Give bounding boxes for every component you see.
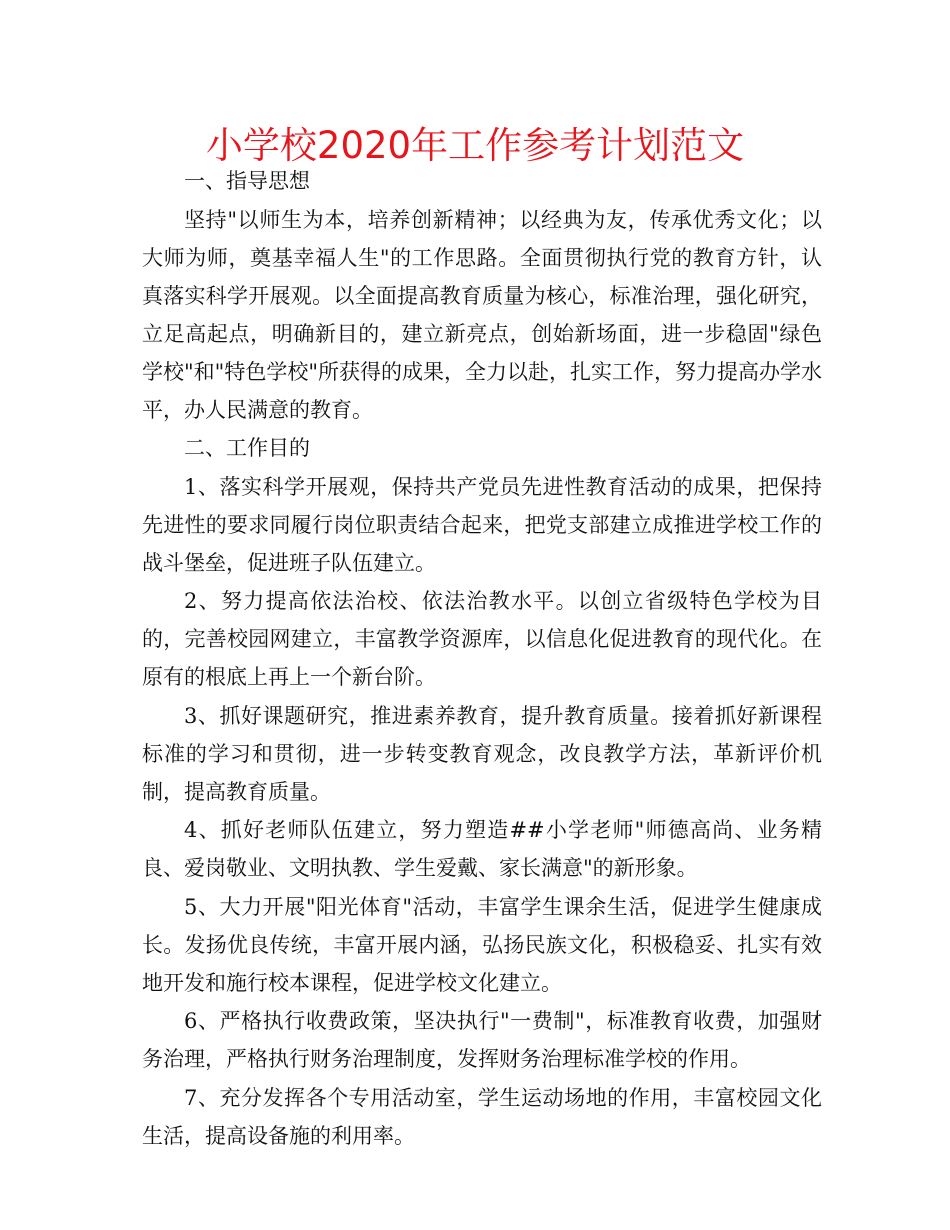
paragraph-guiding-thought: 坚持"以师生为本，培养创新精神；以经典为友，传承优秀文化；以大师为师，奠基幸福人生"的工作思路。全面贯彻执行党的教育方针，认真落实科学开展观。以全面提高教育质量为核心，标准治理，强化研究，立足高起点，明确新目的，建立新亮点，创始新场面，进一步稳固"绿色学校"和"特色学校"所获得的成果，全力以赴，扎实工作，努力提高办学水平，办人民满意的教育。 (142, 207, 822, 422)
paragraph-goal-2: 2、努力提高依法治校、依法治教水平。以创立省级特色学校为目的，完善校园网建立，丰富教学资源库，以信息化促进教育的现代化。在原有的根底上再上一个新台阶。 (142, 589, 822, 689)
paragraph-goal-3: 3、抓好课题研究，推进素养教育，提升教育质量。接着抓好新课程标准的学习和贯彻，进一步转变教育观念，改良教学方法，革新评价机制，提高教育质量。 (142, 703, 822, 804)
paragraph-goal-6: 6、严格执行收费政策，坚决执行"一费制"，标准教育收费，加强财务治理，严格执行财务治理制度，发挥财务治理标准学校的作用。 (142, 1009, 822, 1071)
paragraph-goal-1: 1、落实科学开展观，保持共产党员先进性教育活动的成果，把保持先进性的要求同履行岗位职责结合起来，把党支部建立成推进学校工作的战斗堡垒，促进班子队伍建立。 (142, 474, 822, 575)
document-body (142, 162, 822, 1155)
document-title: 小学校2020年工作参考计划范文 (205, 124, 745, 167)
paragraph-goal-5: 5、大力开展"阳光体育"活动，丰富学生课余生活，促进学生健康成长。发扬优良传统，丰富开展内涵，弘扬民族文化，积极稳妥、扎实有效地开发和施行校本课程，促进学校文化建立。 (142, 894, 822, 995)
section-heading-guiding-thought: 一、指导思想 (184, 169, 310, 193)
paragraph-goal-7: 7、充分发挥各个专用活动室，学生运动场地的作用，丰富校园文化生活，提高设备施的利用率。 (142, 1085, 822, 1148)
section-heading-work-goals: 二、工作目的 (184, 436, 310, 460)
paragraph-goal-4: 4、抓好老师队伍建立，努力塑造##小学老师"师德高尚、业务精良、爱岗敬业、文明执教、学生爱戴、家长满意"的新形象。 (142, 818, 822, 880)
